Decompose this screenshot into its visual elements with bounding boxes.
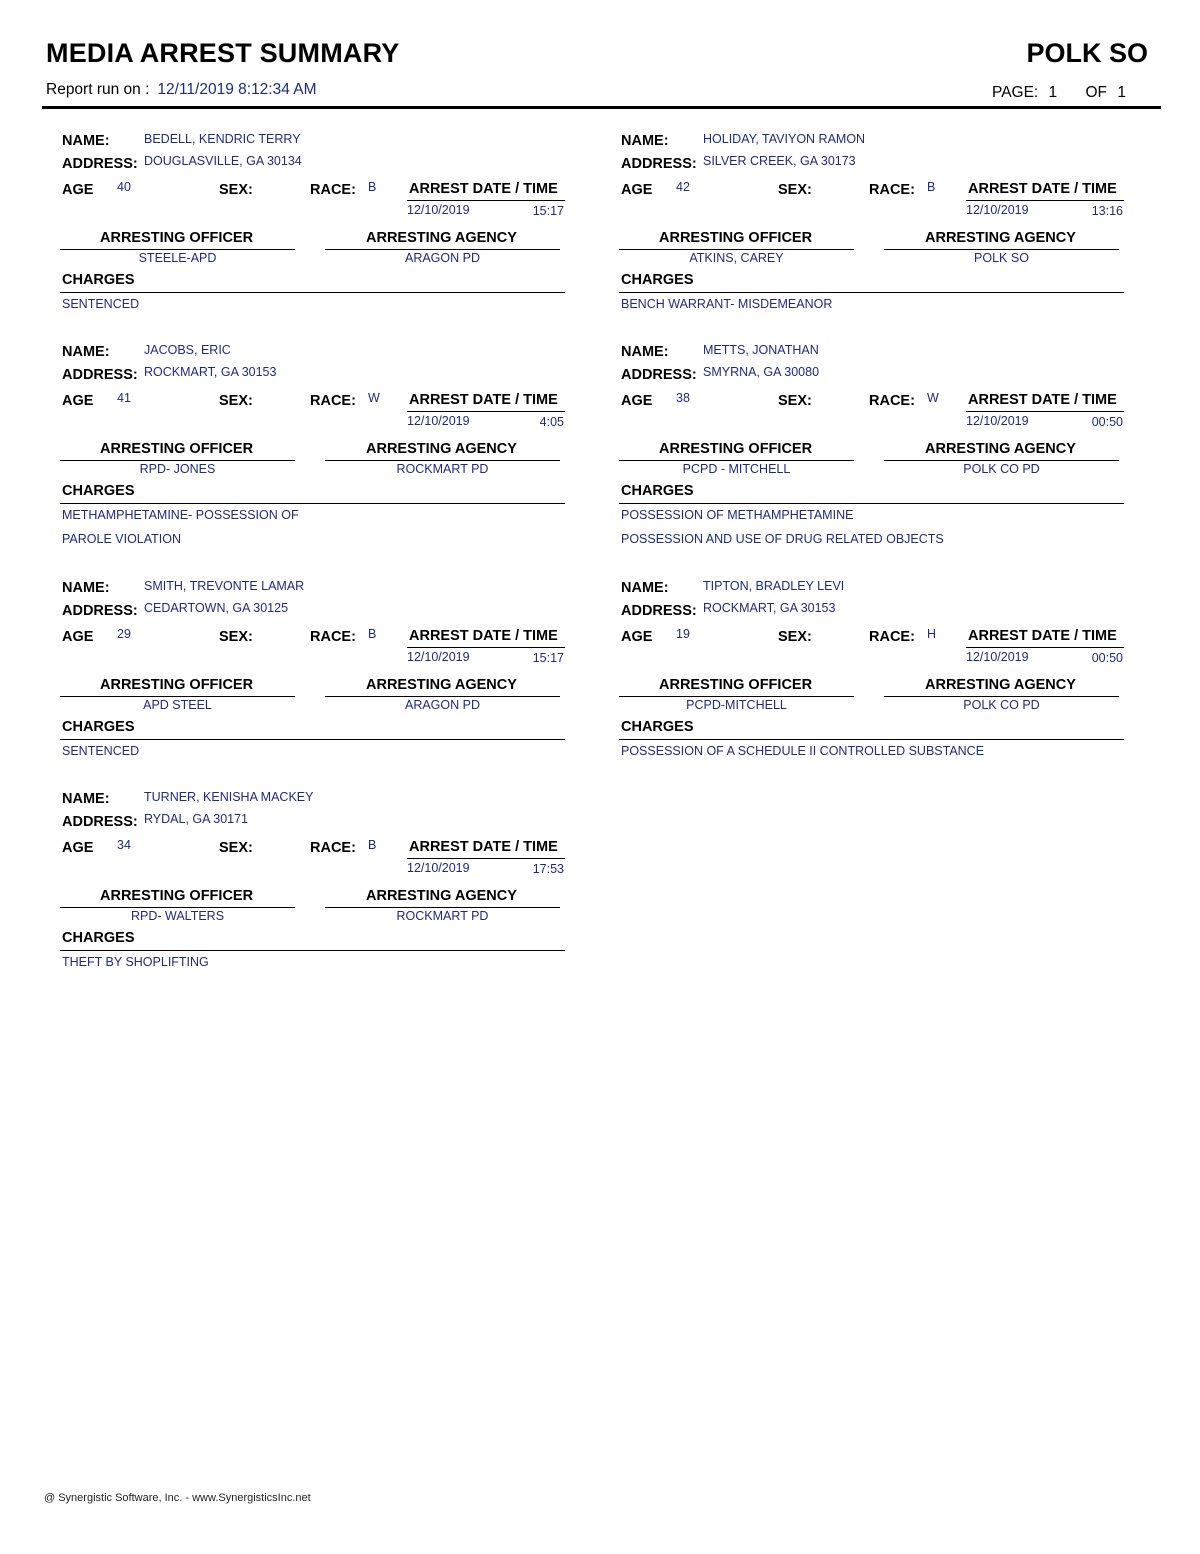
address-value: ROCKMART, GA 30153 [144, 365, 277, 379]
age-value: 19 [676, 627, 690, 641]
report-title: MEDIA ARREST SUMMARY [46, 38, 400, 68]
charge-item: PAROLE VIOLATION [62, 532, 182, 546]
arresting-officer-value: STEELE-APD [138, 251, 217, 265]
age-label: AGE [62, 629, 94, 645]
name-value: METTS, JONATHAN [703, 343, 819, 357]
header-rule [42, 106, 1161, 109]
arresting-agency-label: ARRESTING AGENCY [925, 441, 1076, 457]
age-value: 38 [676, 391, 690, 405]
arrest-record [62, 131, 567, 346]
arresting-officer-label: ARRESTING OFFICER [100, 677, 254, 693]
age-label: AGE [621, 182, 653, 198]
arresting-officer-rule [60, 696, 295, 697]
address-label: ADDRESS: [62, 814, 138, 830]
race-value: B [368, 180, 377, 194]
arrest-datetime-rule [407, 858, 565, 859]
address-label: ADDRESS: [621, 603, 697, 619]
arrest-record [62, 342, 567, 557]
charges-rule [619, 292, 1124, 293]
race-label: RACE: [310, 629, 356, 645]
arresting-officer-label: ARRESTING OFFICER [100, 230, 254, 246]
charges-label: CHARGES [62, 930, 135, 946]
name-value: SMITH, TREVONTE LAMAR [144, 579, 305, 593]
arresting-officer-label: ARRESTING OFFICER [100, 441, 254, 457]
arresting-officer-rule [619, 249, 854, 250]
arresting-agency-value: ARAGON PD [404, 698, 480, 712]
arresting-agency-rule [325, 696, 560, 697]
arresting-agency-rule [884, 249, 1119, 250]
charges-rule [60, 950, 565, 951]
address-value: SILVER CREEK, GA 30173 [703, 154, 856, 168]
charges-rule [60, 503, 565, 504]
charge-item: POSSESSION OF A SCHEDULE II CONTROLLED SUBSTANCE [621, 744, 985, 758]
address-value: DOUGLASVILLE, GA 30134 [144, 154, 302, 168]
address-label: ADDRESS: [62, 367, 138, 383]
arresting-officer-value: ATKINS, CAREY [689, 251, 784, 265]
name-label: NAME: [62, 580, 110, 596]
sex-label: SEX: [778, 393, 812, 409]
name-label: NAME: [621, 133, 669, 149]
race-label: RACE: [869, 182, 915, 198]
race-label: RACE: [310, 182, 356, 198]
address-label: ADDRESS: [62, 603, 138, 619]
arrest-date-value: 12/10/2019 [966, 650, 1029, 664]
arrest-date-value: 12/10/2019 [407, 861, 470, 875]
arrest-time-value: 17:53 [532, 862, 564, 876]
name-label: NAME: [621, 580, 669, 596]
charges-label: CHARGES [62, 483, 135, 499]
address-label: ADDRESS: [62, 156, 138, 172]
name-label: NAME: [62, 791, 110, 807]
arrest-time-value: 15:17 [532, 651, 564, 665]
page-number: 1 [1048, 84, 1058, 101]
charges-label: CHARGES [62, 272, 135, 288]
arrest-date-value: 12/10/2019 [966, 414, 1029, 428]
charge-item: THEFT BY SHOPLIFTING [62, 955, 209, 969]
address-value: RYDAL, GA 30171 [144, 812, 249, 826]
arrest-time-value: 00:50 [1091, 651, 1123, 665]
charges-rule [619, 503, 1124, 504]
arresting-officer-rule [60, 249, 295, 250]
race-label: RACE: [310, 393, 356, 409]
name-value: TIPTON, BRADLEY LEVI [703, 579, 845, 593]
charge-item: BENCH WARRANT- MISDEMEANOR [621, 297, 833, 311]
arresting-agency-rule [325, 907, 560, 908]
page-total: 1 [1117, 84, 1126, 101]
address-value: CEDARTOWN, GA 30125 [144, 601, 289, 615]
arrest-date-value: 12/10/2019 [407, 650, 470, 664]
name-label: NAME: [62, 344, 110, 360]
arresting-officer-value: PCPD-MITCHELL [686, 698, 787, 712]
name-value: TURNER, KENISHA MACKEY [144, 790, 314, 804]
age-label: AGE [621, 629, 653, 645]
name-value: JACOBS, ERIC [144, 343, 231, 357]
sex-label: SEX: [219, 182, 253, 198]
arrest-time-value: 13:16 [1091, 204, 1123, 218]
charge-item: SENTENCED [62, 297, 140, 311]
race-value: B [368, 627, 377, 641]
arrest-datetime-label: ARREST DATE / TIME [968, 628, 1117, 644]
sex-label: SEX: [219, 393, 253, 409]
race-value: B [927, 180, 936, 194]
arresting-officer-label: ARRESTING OFFICER [659, 441, 813, 457]
age-value: 40 [117, 180, 131, 194]
address-label: ADDRESS: [621, 367, 697, 383]
arrest-record [62, 578, 567, 793]
arresting-agency-value: POLK CO PD [963, 698, 1040, 712]
arresting-officer-rule [619, 460, 854, 461]
charges-label: CHARGES [621, 272, 694, 288]
arrest-record [621, 342, 1126, 557]
arresting-agency-value: ROCKMART PD [396, 909, 489, 923]
charges-label: CHARGES [621, 483, 694, 499]
arrest-datetime-rule [407, 411, 565, 412]
name-value: HOLIDAY, TAVIYON RAMON [703, 132, 866, 146]
arresting-officer-rule [60, 907, 295, 908]
agency-title: POLK SO [1026, 38, 1148, 68]
age-value: 29 [117, 627, 131, 641]
sex-label: SEX: [219, 629, 253, 645]
age-label: AGE [62, 393, 94, 409]
arresting-officer-label: ARRESTING OFFICER [659, 677, 813, 693]
arresting-agency-value: ARAGON PD [404, 251, 480, 265]
arrest-time-value: 15:17 [532, 204, 564, 218]
arresting-agency-value: POLK CO PD [963, 462, 1040, 476]
arrest-time-value: 4:05 [539, 415, 564, 429]
name-label: NAME: [621, 344, 669, 360]
address-value: ROCKMART, GA 30153 [703, 601, 836, 615]
arresting-agency-value: ROCKMART PD [396, 462, 489, 476]
charge-item: SENTENCED [62, 744, 140, 758]
name-label: NAME: [62, 133, 110, 149]
race-value: B [368, 838, 377, 852]
sex-label: SEX: [219, 840, 253, 856]
name-value: BEDELL, KENDRIC TERRY [144, 132, 301, 146]
arrest-date-value: 12/10/2019 [407, 203, 470, 217]
charges-label: CHARGES [621, 719, 694, 735]
age-value: 34 [117, 838, 131, 852]
arrest-datetime-rule [966, 647, 1124, 648]
age-label: AGE [62, 840, 94, 856]
arrest-datetime-rule [966, 411, 1124, 412]
arresting-officer-label: ARRESTING OFFICER [100, 888, 254, 904]
arresting-agency-rule [884, 696, 1119, 697]
arrest-datetime-rule [407, 647, 565, 648]
address-label: ADDRESS: [621, 156, 697, 172]
arresting-agency-label: ARRESTING AGENCY [925, 677, 1076, 693]
age-value: 41 [117, 391, 131, 405]
address-value: SMYRNA, GA 30080 [703, 365, 820, 379]
arresting-agency-rule [884, 460, 1119, 461]
sex-label: SEX: [778, 629, 812, 645]
arresting-agency-rule [325, 460, 560, 461]
arrest-datetime-label: ARREST DATE / TIME [409, 392, 558, 408]
page-indicator [992, 84, 1126, 102]
age-value: 42 [676, 180, 690, 194]
arresting-officer-rule [60, 460, 295, 461]
arrest-record [62, 789, 567, 1004]
arrest-datetime-label: ARREST DATE / TIME [968, 181, 1117, 197]
arrest-datetime-rule [966, 200, 1124, 201]
age-label: AGE [621, 393, 653, 409]
charges-rule [619, 739, 1124, 740]
arresting-agency-label: ARRESTING AGENCY [366, 230, 517, 246]
arresting-officer-value: RPD- JONES [139, 462, 216, 476]
arresting-agency-rule [325, 249, 560, 250]
arresting-agency-label: ARRESTING AGENCY [366, 677, 517, 693]
arrest-datetime-label: ARREST DATE / TIME [409, 839, 558, 855]
report-run-label: Report run on : [46, 81, 150, 98]
arrest-datetime-rule [407, 200, 565, 201]
age-label: AGE [62, 182, 94, 198]
page-label: PAGE: [992, 84, 1039, 101]
page-of-label: OF [1085, 84, 1108, 101]
charges-rule [60, 739, 565, 740]
report-run-value: 12/11/2019 8:12:34 AM [157, 81, 317, 98]
arresting-agency-label: ARRESTING AGENCY [366, 441, 517, 457]
arrest-date-value: 12/10/2019 [407, 414, 470, 428]
race-value: W [368, 391, 380, 405]
arresting-officer-label: ARRESTING OFFICER [659, 230, 813, 246]
arresting-officer-value: APD STEEL [143, 698, 212, 712]
arrest-record [621, 578, 1126, 793]
race-value: H [927, 627, 937, 641]
charge-item: METHAMPHETAMINE- POSSESSION OF [62, 508, 299, 522]
report-run-line [46, 81, 317, 99]
arresting-agency-label: ARRESTING AGENCY [366, 888, 517, 904]
arrest-date-value: 12/10/2019 [966, 203, 1029, 217]
race-value: W [927, 391, 939, 405]
arrest-datetime-label: ARREST DATE / TIME [409, 181, 558, 197]
race-label: RACE: [869, 629, 915, 645]
footer-copyright: @ Synergistic Software, Inc. - www.SynergisticsInc.net [44, 1492, 311, 1504]
arrest-datetime-label: ARREST DATE / TIME [968, 392, 1117, 408]
arrest-datetime-label: ARREST DATE / TIME [409, 628, 558, 644]
race-label: RACE: [869, 393, 915, 409]
race-label: RACE: [310, 840, 356, 856]
arresting-officer-value: PCPD - MITCHELL [682, 462, 791, 476]
arrest-time-value: 00:50 [1091, 415, 1123, 429]
charge-item: POSSESSION OF METHAMPHETAMINE [621, 508, 854, 522]
charges-label: CHARGES [62, 719, 135, 735]
arresting-agency-label: ARRESTING AGENCY [925, 230, 1076, 246]
charge-item: POSSESSION AND USE OF DRUG RELATED OBJECTS [621, 532, 944, 546]
charges-rule [60, 292, 565, 293]
arresting-officer-value: RPD- WALTERS [130, 909, 225, 923]
arrest-record [621, 131, 1126, 346]
arresting-officer-rule [619, 696, 854, 697]
arresting-agency-value: POLK SO [974, 251, 1029, 265]
sex-label: SEX: [778, 182, 812, 198]
